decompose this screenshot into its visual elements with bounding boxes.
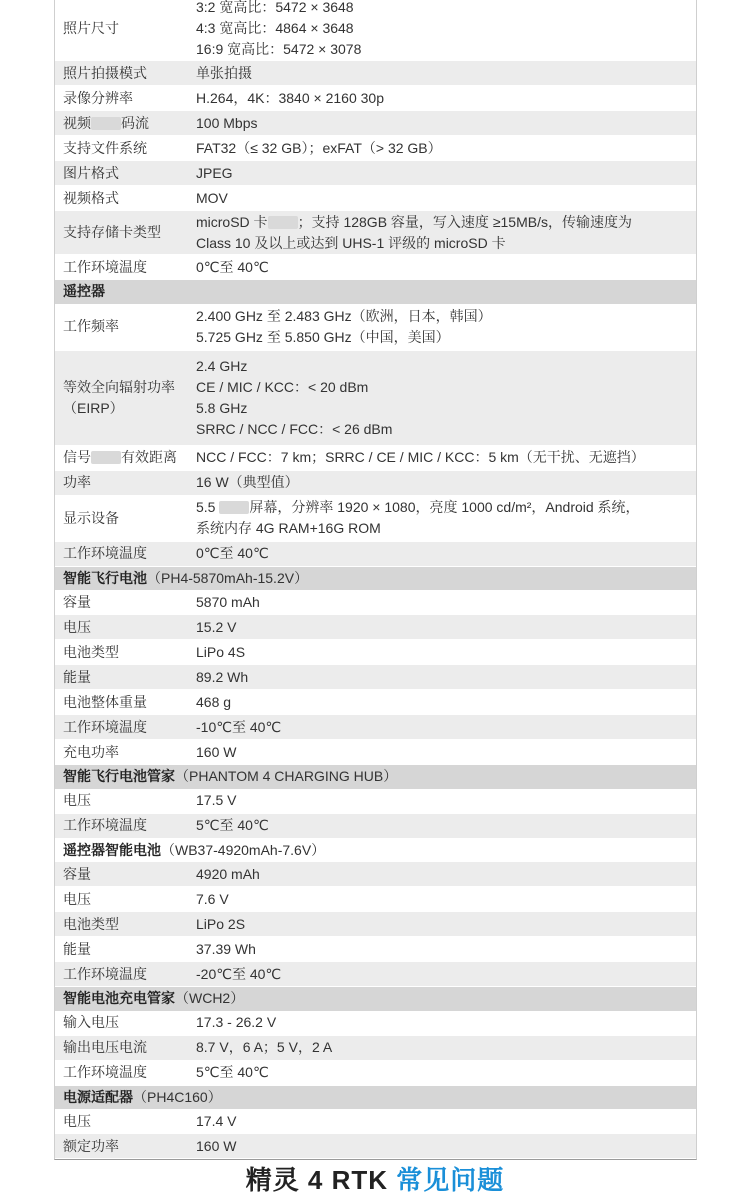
spec-key: 功率: [63, 474, 91, 490]
spec-row: [55, 962, 696, 987]
spec-row: [55, 814, 696, 839]
spec-value-line: 8.7 V，6 A；5 V，2 A: [196, 1039, 333, 1055]
spec-key: 能量: [63, 940, 91, 957]
spec-value: [196, 163, 696, 184]
section-model: （WB37-4920mAh-7.6V）: [161, 841, 326, 858]
spec-row: [55, 496, 696, 542]
spec-value: [196, 306, 696, 348]
spec-row: [55, 1011, 696, 1036]
section-header: [55, 567, 696, 591]
spec-value-line: MOV: [196, 189, 228, 206]
spec-value-line: FAT32（≤ 32 GB）；exFAT（> 32 GB）: [196, 139, 442, 156]
spec-value: [196, 592, 696, 613]
spec-key: 输入电压: [63, 1014, 119, 1030]
spec-row: [55, 640, 696, 665]
spec-value-line: JPEG: [196, 164, 233, 181]
section-name: 智能电池充电管家: [63, 990, 175, 1006]
spec-value-line: 系统内存 4G RAM+16G ROM: [196, 520, 381, 536]
spec-key: 工作频率: [63, 318, 119, 334]
spec-key: 工作环境温度: [63, 545, 147, 561]
spec-row: [55, 937, 696, 962]
spec-value: [196, 212, 696, 254]
spec-value-line: LiPo 4S: [196, 643, 246, 660]
spec-value-line: Class 10 及以上或达到 UHS-1 评级的 microSD 卡: [196, 234, 506, 251]
spec-row: [55, 186, 696, 211]
spec-row: [55, 690, 696, 715]
spec-key: 照片拍摄模式: [63, 64, 147, 81]
spec-row: [55, 1036, 696, 1061]
spec-value-line: CE / MIC / KCC：< 20 dBm: [196, 378, 369, 395]
section-name: 遥控器: [63, 283, 105, 299]
spec-value-line: microSD 卡 ；支持 128GB 容量，写入速度 ≥15MB/s，传输速度为: [196, 213, 632, 230]
spec-value-line: SRRC / NCC / FCC：< 26 dBm: [196, 420, 393, 437]
spec-value-line: 0℃至 40℃: [196, 545, 269, 561]
spec-value: [196, 790, 696, 811]
spec-value-line: 37.39 Wh: [196, 940, 256, 957]
spec-value: [196, 667, 696, 688]
spec-value-line: LiPo 2S: [196, 915, 246, 932]
spec-value: [196, 939, 696, 960]
spec-value: [196, 864, 696, 885]
spec-row: [55, 740, 696, 765]
spec-value-line: 2.4 GHz: [196, 357, 248, 374]
section-model: （PH4-5870mAh-15.2V）: [147, 569, 309, 586]
spec-value-line: H.264，4K：3840 × 2160 30p: [196, 89, 384, 106]
spec-value: [196, 742, 696, 763]
spec-row: [55, 471, 696, 496]
spec-key: 工作环境温度: [63, 718, 147, 735]
spec-value: [196, 717, 696, 738]
spec-key: 信号 有效距离: [63, 449, 177, 465]
spec-row: [55, 1061, 696, 1086]
spec-value-line: 17.4 V: [196, 1112, 237, 1129]
spec-table: [54, 0, 697, 1160]
spec-value: [196, 1037, 696, 1058]
spec-key: 电池整体重量: [63, 693, 147, 710]
spec-value: [196, 889, 696, 910]
section-model: （PH4C160）: [133, 1088, 222, 1105]
spec-row: [55, 446, 696, 471]
spec-key: 电池类型: [63, 643, 119, 660]
section-header: [55, 1086, 696, 1110]
spec-key: 照片尺寸: [63, 20, 119, 36]
spec-row: [55, 1109, 696, 1134]
spec-value-line: 5℃至 40℃: [196, 1064, 269, 1080]
spec-key: 工作环境温度: [63, 1064, 147, 1080]
spec-key: 额定功率: [63, 1137, 119, 1154]
spec-value-line: 5870 mAh: [196, 593, 260, 610]
spec-value-line: 5.5 屏幕，分辨率 1920 × 1080，亮度 1000 cd/m²，Android 系统，: [196, 499, 640, 515]
spec-key: 充电功率: [63, 743, 119, 760]
spec-value: [196, 964, 696, 985]
spec-row: [55, 61, 696, 86]
spec-row: [55, 304, 696, 351]
spec-value-line: 4:3 宽高比：4864 × 3648: [196, 20, 354, 36]
spec-row: [55, 542, 696, 567]
spec-key: 工作环境温度: [63, 817, 147, 833]
spec-key: 视频格式: [63, 189, 119, 206]
redacted-mark: [219, 501, 249, 514]
spec-key: 等效全向辐射功率（EIRP）: [63, 378, 175, 416]
spec-value: [196, 815, 696, 836]
section-header: [55, 280, 696, 304]
spec-value-line: 5.725 GHz 至 5.850 GHz（中国，美国）: [196, 328, 450, 345]
spec-value-line: 2.400 GHz 至 2.483 GHz（欧洲，日本，韩国）: [196, 307, 492, 324]
redacted-mark: [268, 216, 298, 229]
spec-value-line: 17.5 V: [196, 792, 237, 808]
section-name: 智能飞行电池: [63, 569, 147, 586]
spec-value: [196, 257, 696, 278]
spec-value: [196, 1062, 696, 1083]
spec-key: 图片格式: [63, 164, 119, 181]
faq-heading: [0, 1160, 750, 1197]
spec-value: [196, 914, 696, 935]
spec-value: [196, 472, 696, 493]
spec-key: 支持存储卡类型: [63, 224, 161, 240]
spec-value: [196, 1111, 696, 1132]
spec-value-line: NCC / FCC：7 km；SRRC / CE / MIC / KCC：5 km（无干扰、无遮挡）: [196, 449, 645, 465]
spec-value: [196, 617, 696, 638]
spec-value-line: 17.3 - 26.2 V: [196, 1014, 277, 1030]
spec-row: [55, 590, 696, 615]
spec-key: 电压: [63, 890, 91, 907]
spec-key: 能量: [63, 668, 91, 685]
spec-value: [196, 497, 696, 539]
section-header: [55, 987, 696, 1011]
spec-value-line: 160 W: [196, 1137, 237, 1154]
spec-row: [55, 211, 696, 255]
spec-value-line: 单张拍摄: [196, 64, 252, 81]
spec-row: [55, 862, 696, 887]
spec-key: 容量: [63, 593, 91, 610]
spec-row: [55, 912, 696, 937]
spec-value-line: 4920 mAh: [196, 865, 260, 882]
spec-value: [196, 1012, 696, 1033]
spec-value-line: 7.6 V: [196, 890, 229, 907]
spec-value: [196, 692, 696, 713]
spec-key: 电压: [63, 1112, 91, 1129]
spec-row: [55, 255, 696, 280]
spec-value-line: 100 Mbps: [196, 114, 258, 131]
spec-row: [55, 789, 696, 814]
spec-value: [196, 113, 696, 134]
section-name: 电源适配器: [63, 1088, 133, 1105]
spec-key: 电压: [63, 792, 91, 808]
spec-row: [55, 1134, 696, 1159]
spec-value: [196, 88, 696, 109]
section-model: （WCH2）: [175, 990, 245, 1006]
spec-value-line: 3:2 宽高比：5472 × 3648: [196, 0, 354, 15]
spec-value: [196, 63, 696, 84]
spec-key: 电压: [63, 618, 91, 635]
spec-key: 容量: [63, 865, 91, 882]
spec-value-line: 16 W（典型值）: [196, 474, 299, 490]
spec-value-line: 5℃至 40℃: [196, 817, 269, 833]
spec-row: [55, 161, 696, 186]
spec-value-line: 5.8 GHz: [196, 399, 248, 416]
spec-value: [196, 356, 696, 440]
spec-value: [196, 0, 696, 60]
spec-key: 支持文件系统: [63, 139, 147, 156]
spec-value-line: 15.2 V: [196, 618, 237, 635]
spec-key: 显示设备: [63, 509, 119, 526]
spec-value: [196, 188, 696, 209]
spec-value-line: 468 g: [196, 693, 232, 710]
spec-row: [55, 86, 696, 111]
spec-value-line: -10℃至 40℃: [196, 718, 282, 735]
spec-row: [55, 665, 696, 690]
spec-row: [55, 887, 696, 912]
spec-key: 工作环境温度: [63, 258, 147, 275]
section-header: [55, 765, 696, 789]
spec-value: [196, 1136, 696, 1157]
section-model: （PHANTOM 4 CHARGING HUB）: [175, 768, 398, 784]
spec-value-line: 89.2 Wh: [196, 668, 249, 685]
spec-key: 输出电压电流: [63, 1039, 147, 1055]
spec-key: 电池类型: [63, 915, 119, 932]
spec-row: [55, 0, 696, 61]
redacted-mark: [91, 117, 121, 130]
section-header: [55, 839, 696, 863]
redacted-mark: [91, 451, 121, 464]
spec-value: [196, 543, 696, 564]
spec-value: [196, 642, 696, 663]
spec-row: [55, 351, 696, 446]
spec-value-line: -20℃至 40℃: [196, 965, 282, 982]
spec-row: [55, 715, 696, 740]
spec-row: [55, 111, 696, 136]
spec-value: [196, 447, 696, 468]
spec-key: 视频 码流: [63, 114, 149, 131]
faq-title-prefix: 精灵 4 RTK: [245, 1165, 397, 1195]
spec-key: 录像分辨率: [63, 89, 133, 106]
spec-value-line: 0℃至 40℃: [196, 258, 269, 275]
faq-title-highlight: 常见问题: [396, 1165, 505, 1195]
spec-row: [55, 136, 696, 161]
spec-value: [196, 138, 696, 159]
spec-key: 工作环境温度: [63, 965, 147, 982]
spec-value-line: 160 W: [196, 743, 237, 760]
section-name: 遥控器智能电池: [63, 841, 161, 858]
spec-value-line: 16:9 宽高比：5472 × 3078: [196, 41, 362, 57]
section-name: 智能飞行电池管家: [63, 768, 175, 784]
spec-row: [55, 615, 696, 640]
